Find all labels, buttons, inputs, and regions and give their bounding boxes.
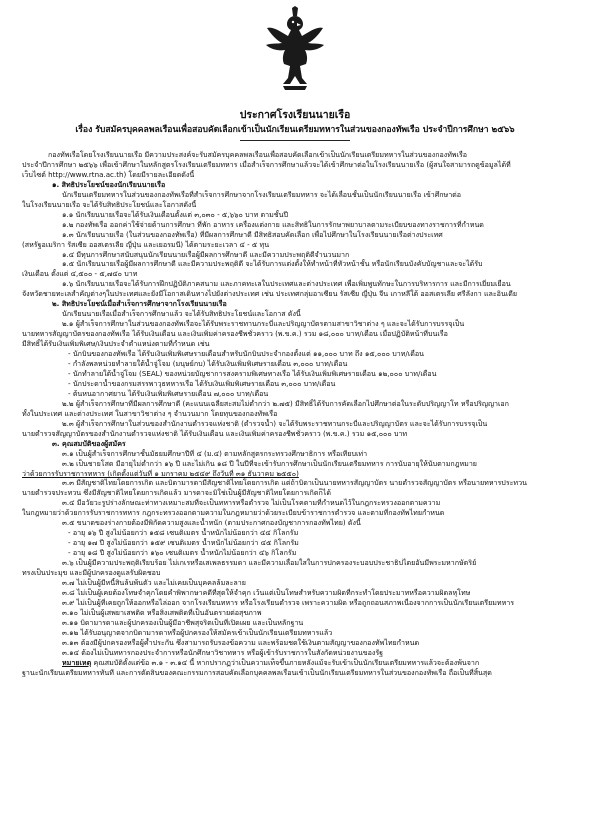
section-line: - อายุ ๑๘ ปี สูงไม่น้อยกว่า ๑๖๐ เซนติเมตร น้ำหนักไม่น้อยกว่า ๔๖ กิโลกรัม (68, 548, 297, 558)
section-line: ๓.๑๑ บิดามารดาและผู้ปกครองเป็นผู้มีอาชีพสุจริตเป็นที่เปิดเผย และเป็นหลักฐาน (62, 617, 304, 627)
section-line: - อายุ ๑๖ ปี สูงไม่น้อยกว่า ๑๕๘ เซนติเมตร น้ำหนักไม่น้อยกว่า ๔๔ กิโลกรัม (68, 528, 299, 538)
garuda-emblem-icon (263, 6, 327, 92)
section-line: - นักประดาน้ำของกรมสรรพาวุธทหารเรือ ได้รับเงินเพิ่มพิเศษรายเดือน ๓,๐๐๐ บาท/เดือน (68, 378, 336, 388)
section-heading: ๒. สิทธิประโยชน์เมื่อสำเร็จการศึกษาจากโรงเรียนนายเรือ (52, 299, 227, 309)
announcement-body (22, 150, 580, 678)
section-line: ๓.๑๐ ไม่เป็นผู้เสพยาเสพติด หรือสิ่งเสพติดที่เป็นอันตรายต่อสุขภาพ (62, 607, 262, 617)
section-line: ในโรงเรียนนายเรือ จะได้รับสิทธิประโยชน์และโอกาสดังนี้ (22, 199, 197, 209)
note-text: คุณสมบัติตั้งแต่ข้อ ๓.๑ - ๓.๑๔ นี้ หากปรากฏว่าเป็นความเท็จขึ้นภายหลังแม้จะรับเข้าเป็นนักเรียนเตรียมทหารแล้วจะต้องพ้นจาก (93, 657, 480, 667)
section-line: ในกฎหมายว่าด้วยการรับราชการทหาร กฎกระทรวงออกตามความในกฎหมายว่าด้วยระเบียบข้าราชการตำรวจ และตามที่กองทัพไทยกำหนด (22, 508, 445, 518)
section-line: ๓.๑๔ ต้องไม่เป็นทหารกองประจำการหรือนักศึกษาวิชาทหาร หรือผู้เข้ารับราชการในสังกัดหน่วยงานของรัฐ (62, 647, 384, 657)
section-line: ๒.๒ ผู้สำเร็จการศึกษาที่มีผลการศึกษาดี (คะแนนเฉลี่ยสะสมไม่ต่ำกว่า ๒.๗๕) มีสิทธิ์ได้รับการคัดเลือกไปศึกษาต่อในระดับปริญญาโท หรือปริญญาเอก (62, 398, 509, 408)
page-title: ประกาศโรงเรียนนายเรือ (239, 109, 351, 121)
section-line: ๑.๒ กองทัพเรือ ออกค่าใช้จ่ายด้านการศึกษา ที่พัก อาหาร เครื่องแต่งกาย และสิทธิในการรักษาพยาบาลตามระเบียบของทางราชการที่กำหนด (62, 219, 484, 229)
section-line: (สหรัฐอเมริกา รัสเซีย ออสเตรเลีย ญี่ปุ่น และเยอรมนี) ได้ตามระยะเวลา ๔ - ๕ ทุน (22, 239, 270, 249)
section-line: ทั้งในประเทศ และต่างประเทศ ในสาขาวิชาต่าง ๆ จำนวนมาก โดยทุนของกองทัพเรือ (22, 408, 278, 418)
intro-line: กองทัพเรือโดยโรงเรียนนายเรือ มีความประสงค์จะรับสมัครบุคคลพลเรือนเพื่อสอบคัดเลือกเข้าเป็นนักเรียนเตรียมทหารในส่วนของกองทัพเรือ (48, 150, 468, 159)
section-line: - นักทำลายใต้น้ำจู่โจม (SEAL) ของหน่วยบัญชาการสงครามพิเศษทางเรือ ได้รับเงินเพิ่มพิเศษรายเดือน ๑๒,๐๐๐ บาท/เดือน (68, 368, 437, 378)
section-line: ๓.๗ ไม่เป็นผู้มีหนี้สินล้นพ้นตัว และไม่เคยเป็นบุคคลล้มละลาย (62, 577, 246, 587)
section-line: ๓.๕ ขนาดของร่างกายต้องมีพิกัดความสูงและน้ำหนัก (ตามประกาศกองบัญชาการกองทัพไทย) ดังนี้ (62, 518, 361, 528)
announcement-subject: เรื่อง รับสมัครบุคคลพลเรือนเพื่อสอบคัดเลือกเข้าเป็นนักเรียนเตรียมทหารในส่วนของกองทัพเรือ ประจำปีการศึกษา ๒๕๖๖ (75, 125, 515, 135)
section-line: - อายุ ๑๗ ปี สูงไม่น้อยกว่า ๑๕๙ เซนติเมตร น้ำหนักไม่น้อยกว่า ๔๕ กิโลกรัม (68, 538, 299, 548)
section-line: ๓.๘ ไม่เป็นผู้เคยต้องโทษจำคุกโดยคำพิพากษาคดีที่สุดให้จำคุก เว้นแต่เป็นโทษสำหรับความผิดที่กระทำโดยประมาทหรือความผิดลหุโทษ (62, 587, 471, 597)
section-line: ๓.๙ ไม่เป็นผู้ที่เคยถูกให้ออกหรือไล่ออก จากโรงเรียนทหาร หรือโรงเรียนตำรวจ เพราะความผิด หรือถูกถอนสภาพเนื่องจากการเป็นนักเรียนเตรียมทหาร (62, 597, 515, 607)
section-line: จังหวัดชายทะเลสำคัญต่างๆในประเทศและยังมีโอกาสเดินทางไปยังต่างประเทศ เช่น ประเทศกลุ่มอาเซียน รัสเซีย ญี่ปุ่น จีน เกาหลีใต้ ออสเตรเลีย ศรีลังกา และอินเดีย (22, 289, 517, 299)
section-line: เงินเดือน ตั้งแต่ ๔,๕๐๐ - ๕,๗๔๐ บาท (22, 269, 138, 279)
section-line: ๑.๓ นักเรียนนายเรือ (ในส่วนของกองทัพเรือ) ที่มีผลการศึกษาดี มีสิทธิสอบคัดเลือก เพื่อไปศึกษาในโรงเรียนนายเรือต่างประเทศ (62, 229, 443, 239)
section-line: - ต้นหนอากาศยาน ได้รับเงินเพิ่มพิเศษรายเดือน ๗,๐๐๐ บาท/เดือน (68, 388, 269, 398)
title-divider (240, 140, 350, 141)
section-line: ๑.๔ มีทุนการศึกษาสนับสนุนนักเรียนนายเรือผู้มีผลการศึกษาดี และมีความประพฤติดีจำนวนมาก (62, 249, 350, 259)
section-line: ๓.๒ เป็นชายโสด มีอายุไม่ต่ำกว่า ๑๖ ปี และไม่เกิน ๑๘ ปี ในปีที่จะเข้ารับการศึกษาเป็นนักเรียนเตรียมทหาร การนับอายุให้นับตามกฎหมาย (62, 458, 477, 468)
section-line: ๑.๖ นักเรียนนายเรือจะได้รับการฝึกปฏิบัติภาคสนาม และภาคทะเลในประเทศและต่างประเทศ เพื่อเพิ่มพูนทักษะในการบริหารการ และมีการเยี่ยมเยือน (62, 279, 511, 289)
section-line: ๑.๕ นักเรียนนายเรือผู้มีผลการศึกษาดี และมีความประพฤติดี จะได้รับการแต่งตั้งให้ทำหน้าที่หัวหน้าชั้น หรือนักเรียนบังคับบัญชาและจะได้รับ (62, 259, 483, 269)
intro-line: เว็บไซต์ http://www.rtna.ac.th) โดยมีรายละเอียดดังนี้ (22, 169, 195, 179)
section-line: - กำลังพลหน่วยทำลายใต้น้ำจู่โจม (มนุษย์กบ) ได้รับเงินเพิ่มพิเศษรายเดือน ๓,๐๐๐ บาท/เดือน (68, 359, 348, 369)
section-line: ๓.๑๓ ต้องมีผู้ปกครองหรือผู้ค้ำประกัน ซึ่งสามารถรับรองข้อความ และพร้อมชดใช้เงินตามสัญญาของกองทัพไทยกำหนด (62, 637, 420, 647)
section-line: มีสิทธิ์ได้รับเงินเพิ่มพิเศษ/เงินประจำตำแหน่งตามที่กำหนด เช่น (22, 339, 210, 349)
section-heading: ๑. สิทธิประโยชน์ของนักเรียนนายเรือ (52, 179, 166, 189)
section-line: - นักบินของกองทัพเรือ ได้รับเงินเพิ่มพิเศษรายเดือนสำหรับนักบินประจำกองตั้งแต่ ๑๑,๐๐๐ บาท ถึง ๑๕,๐๐๐ บาท/เดือน (68, 349, 424, 359)
section-line: ๒.๓ ผู้สำเร็จการศึกษาในส่วนของสำนักงานตำรวจแห่งชาติ (ตำรวจน้ำ) จะได้รับพระราชทานกระบี่และปริญญาบัตร และจะได้รับการบรรจุเป็น (62, 418, 488, 428)
section-line: ๓.๔ มีอวัยวะรูปร่างลักษณะท่าทางเหมาะสมที่จะเป็นทหารหรือตำรวจ ไม่เป็นโรคตามที่กำหนดไว้ในกฎกระทรวงออกตามความ (62, 498, 441, 508)
section-line: ๓.๑๒ ได้รับอนุญาตจากบิดามารดาหรือผู้ปกครองให้สมัครเข้าเป็นนักเรียนเตรียมทหารแล้ว (62, 627, 333, 637)
section-line: ว่าด้วยการรับราชการทหาร (เกิดตั้งแต่วันที่ ๑ มกราคม ๒๕๔๙ ถึงวันที่ ๓๑ ธันวาคม ๒๕๕๐) (22, 468, 299, 478)
section-line: นายตำรวจประทวน ซึ่งมีสัญชาติไทยโดยการเกิดแล้ว มารดาจะมิใช่เป็นผู้มีสัญชาติไทยโดยการเกิดก็ได้ (22, 488, 331, 498)
section-line: ๓.๑ เป็นผู้สำเร็จการศึกษาชั้นมัธยมศึกษาปีที่ ๔ (ม.๔) ตามหลักสูตรกระทรวงศึกษาธิการ หรือเทียบเท่า (62, 448, 368, 458)
intro-line: ประจำปีการศึกษา ๒๕๖๖ เพื่อเข้าศึกษาในหลักสูตรโรงเรียนเตรียมทหาร เมื่อสำเร็จการศึกษาแล้วจะได้เข้าศึกษาต่อในโรงเรียนนายเรือ (ผู้สนใจสามารถดูข้อมูลได้ที่ (22, 159, 511, 169)
section-line: นักเรียนเตรียมทหารในส่วนของกองทัพเรือที่สำเร็จการศึกษาจากโรงเรียนเตรียมทหาร จะได้เลื่อนชั้นเป็นนักเรียนนายเรือ เข้าศึกษาต่อ (62, 189, 462, 199)
note-line (22, 658, 580, 668)
section-line: ๓.๓ มีสัญชาติไทยโดยการเกิด และบิดามารดามีสัญชาติไทยโดยการเกิด แต่ถ้าบิดาเป็นนายทหารสัญญาบัตร นายตำรวจสัญญาบัตร หรือนายทหารประทวน (62, 478, 527, 488)
section-line: ทรงเป็นประมุข และมีผู้ปกครองดูแลรับผิดชอบ (22, 568, 161, 578)
section-line: นายทหารสัญญาบัตรของกองทัพเรือ ได้รับเงินเดือน และเงินเพิ่มค่าครองชีพชั่วคราว (พ.ข.ค.) รวม ๑๘,๐๐๐ บาท/เดือน เมื่อปฏิบัติหน้าที่บนเรือ (22, 329, 448, 339)
section-line: ๑.๑ นักเรียนนายเรือจะได้รับเงินเดือนตั้งแต่ ๓,๐๓๐ - ๕,๖๖๐ บาท ตามชั้นปี (62, 209, 288, 219)
section-heading: ๓. คุณสมบัติของผู้สมัคร (52, 438, 126, 448)
section-line: ๓.๖ เป็นผู้มีความประพฤติเรียบร้อย ไม่เกเรหรือเสเพลธรรมดา และมีความเลื่อมใสในการปกครองระบอบประชาธิปไตยอันมีพระมหากษัตริย์ (62, 558, 477, 568)
note-line: ฐานะนักเรียนเตรียมทหารทันที และการตัดสินของคณะกรรมการสอบคัดเลือกบุคคลพลเรือนเข้าเป็นนักเรียนเตรียมทหารในส่วนของกองทัพเรือ ถือเป็นที่สิ้นสุด (22, 667, 492, 677)
section-line: นายตำรวจสัญญาบัตรของสำนักงานตำรวจแห่งชาติ ได้รับเงินเดือน และเงินเพิ่มค่าครองชีพชั่วคราว (พ.ข.ค.) รวม ๑๕,๐๐๐ บาท (22, 428, 408, 438)
note-label: หมายเหตุ (62, 657, 92, 667)
section-line: นักเรียนนายเรือเมื่อสำเร็จการศึกษาแล้ว จะได้รับสิทธิประโยชน์และโอกาส ดังนี้ (62, 309, 301, 319)
section-line: ๒.๑ ผู้สำเร็จการศึกษาในส่วนของกองทัพเรือจะได้รับพระราชทานกระบี่และปริญญาบัตรตามสาขาวิชาต่าง ๆ และจะได้รับการบรรจุเป็น (62, 319, 465, 329)
